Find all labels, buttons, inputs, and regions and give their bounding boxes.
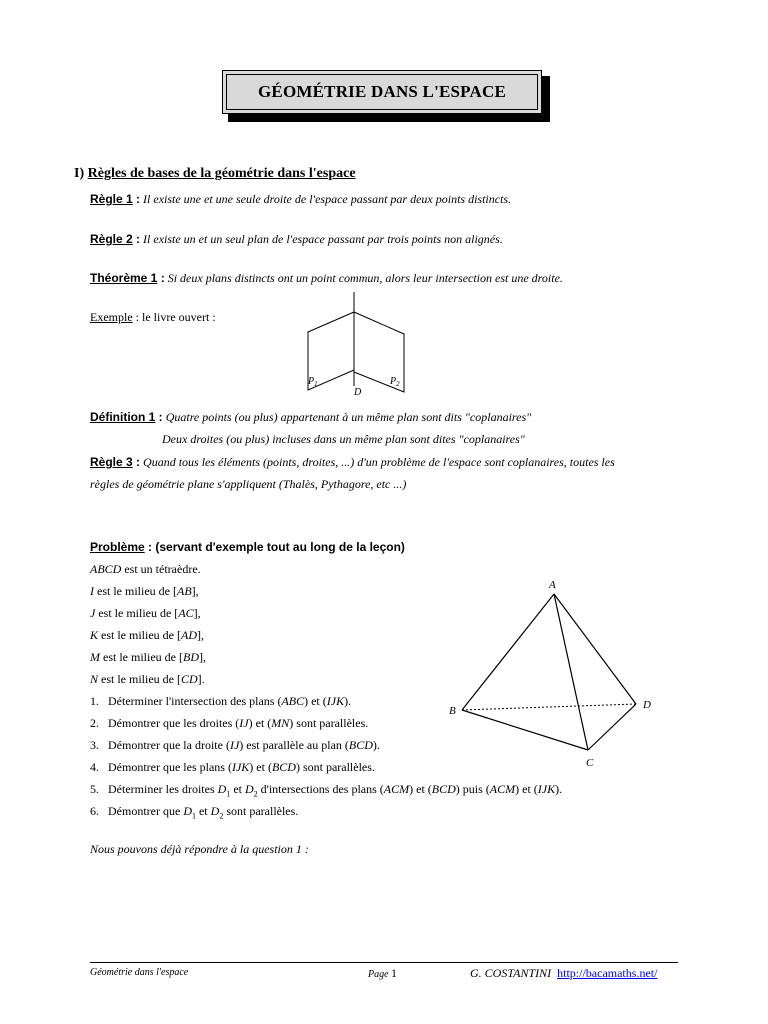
q-math: BCD — [348, 738, 373, 752]
edge-ab — [462, 594, 554, 710]
page-title: GÉOMÉTRIE DANS L'ESPACE — [226, 74, 538, 110]
exemple — [90, 310, 216, 325]
question-number: 1. — [90, 694, 99, 708]
regle-2-text: Il existe un et un seul plan de l'espace passant par trois points non alignés. — [143, 232, 503, 246]
regle-3-label: Règle 3 — [90, 455, 133, 469]
q-text: ) et ( — [304, 694, 327, 708]
definition-1 — [90, 410, 531, 425]
midpoint-pre: est le milieu de [ — [98, 672, 181, 686]
footer-page-label: Page — [368, 969, 392, 980]
section-heading — [74, 166, 356, 182]
midpoint-post: ], — [191, 584, 199, 598]
definition-1-label: Définition 1 — [90, 410, 156, 424]
regle-3-line1: Quand tous les éléments (points, droites, ...) d'un problème de l'espace sont coplanaires, toutes les — [143, 455, 615, 469]
q-sub: 1 — [226, 789, 231, 799]
question-number: 2. — [90, 716, 99, 730]
regle-3-sep: : — [132, 455, 141, 469]
footer-url-link[interactable]: http://bacamaths.net/ — [557, 966, 658, 980]
midpoint-pt: M — [90, 650, 100, 664]
q-text: Déterminer les droites — [108, 782, 218, 796]
midpoint-post: ]. — [197, 672, 205, 686]
theoreme-1-sep: : — [157, 271, 165, 285]
q-text: sont parallèles. — [223, 804, 299, 818]
q-math: ACM — [489, 782, 516, 796]
q-math: IJK — [537, 782, 556, 796]
q-text: ) et ( — [515, 782, 538, 796]
question-3 — [90, 738, 380, 753]
tetra-intro-rest: est un tétraèdre. — [121, 562, 201, 576]
regle-1 — [90, 192, 511, 207]
definition-1-sep: : — [155, 410, 163, 424]
probleme-rest: : (servant d'exemple tout au long de la leçon) — [144, 540, 405, 554]
midpoint-seg: AD — [181, 628, 197, 642]
vertex-d-label: D — [643, 699, 651, 711]
midpoint-pt: K — [90, 628, 99, 642]
q-text: ) sont parallèles. — [289, 716, 369, 730]
q-text: ). — [344, 694, 352, 708]
edge-bd-hidden — [462, 704, 636, 710]
midpoint-line — [90, 606, 201, 621]
midpoint-seg: CD — [181, 672, 198, 686]
q-text: et — [195, 804, 211, 818]
midpoint-line — [90, 650, 206, 665]
label-p2: $P_2$ — [390, 376, 400, 388]
q-text: Démontrer que la droite ( — [108, 738, 230, 752]
q-text: ) est parallèle au plan ( — [239, 738, 349, 752]
midpoint-line — [90, 628, 204, 643]
question-5 — [90, 782, 562, 798]
q-sub: 1 — [191, 811, 196, 821]
q-math: D — [210, 804, 220, 818]
q-text: et — [230, 782, 245, 796]
q-text: ). — [372, 738, 380, 752]
q-math: IJ — [239, 716, 249, 730]
q-text: ) sont parallèles. — [295, 760, 375, 774]
definition-1-line1: Quatre points (ou plus) appartenant à un même plan sont dits "coplanaires" — [165, 410, 532, 424]
midpoint-pt: J — [90, 606, 96, 620]
midpoint-pt: N — [90, 672, 99, 686]
q-math: BCD — [431, 782, 456, 796]
question-4 — [90, 760, 375, 775]
open-book-figure — [300, 290, 412, 402]
question-number: 3. — [90, 738, 99, 752]
question-1 — [90, 694, 351, 709]
q-sub: 2 — [219, 811, 224, 821]
footer-author — [470, 966, 657, 981]
title-box — [222, 70, 542, 114]
q-text: ) et ( — [248, 716, 272, 730]
tetra-name: ABCD — [90, 562, 122, 576]
q-math: ACM — [383, 782, 410, 796]
question-2 — [90, 716, 368, 731]
question-6 — [90, 804, 298, 820]
q-math: D — [217, 782, 227, 796]
midpoint-seg: BD — [182, 650, 199, 664]
section-title: Règles de bases de la géométrie dans l'espace — [87, 166, 356, 181]
midpoint-pre: est le milieu de [ — [100, 650, 183, 664]
q-math: IJK — [326, 694, 345, 708]
theoreme-1-label: Théorème 1 — [90, 271, 158, 285]
q-sub: 2 — [253, 789, 258, 799]
q-math: D — [244, 782, 254, 796]
vertex-b-label: B — [449, 705, 456, 717]
midpoint-line — [90, 584, 199, 599]
tetrahedron-figure — [440, 572, 670, 772]
q-math: ABC — [281, 694, 305, 708]
q-text: Démontrer que les plans ( — [108, 760, 232, 774]
footer-author-name: G. COSTANTINI — [470, 966, 552, 980]
footer-page-number: 1 — [391, 966, 398, 980]
label-d: D — [354, 387, 362, 398]
regle-1-text: Il existe une et une seule droite de l'espace passant par deux points distincts. — [143, 192, 512, 206]
regle-2-sep: : — [132, 232, 141, 246]
q-text: Démontrer que — [108, 804, 184, 818]
regle-2 — [90, 232, 503, 247]
book-left-page — [308, 312, 354, 390]
footer-page — [368, 966, 397, 981]
q-text: d'intersections des plans ( — [257, 782, 384, 796]
regle-1-label: Règle 1 — [90, 192, 133, 206]
tetra-intro — [90, 562, 201, 577]
q-text: ). — [555, 782, 563, 796]
q-text: ) puis ( — [455, 782, 490, 796]
midpoint-seg: AB — [176, 584, 192, 598]
definition-1-line2: Deux droites (ou plus) incluses dans un même plan sont dites "coplanaires" — [162, 432, 525, 446]
probleme-label: Problème — [90, 540, 145, 554]
q-text: ) et ( — [249, 760, 272, 774]
q-math: D — [183, 804, 192, 818]
theoreme-1 — [90, 271, 563, 286]
edge-cd — [588, 704, 636, 750]
midpoint-seg: AC — [178, 606, 194, 620]
footer-doc-title: Géométrie dans l'espace — [90, 967, 189, 978]
q-text: Déterminer l'intersection des plans ( — [108, 694, 282, 708]
midpoint-pre: est le milieu de [ — [98, 628, 181, 642]
midpoint-pre: est le milieu de [ — [95, 606, 179, 620]
midpoint-post: ], — [198, 650, 206, 664]
q-math: BCD — [271, 760, 296, 774]
exemple-label: Exemple — [90, 310, 133, 324]
question-number: 5. — [90, 782, 99, 796]
question-number: 4. — [90, 760, 99, 774]
label-p1: $P_1$ — [308, 376, 318, 388]
vertex-c-label: C — [586, 757, 594, 769]
regle-3-line2: règles de géométrie plane s'appliquent (Thalès, Pythagore, etc ...) — [90, 477, 407, 491]
q-math: MN — [271, 716, 290, 730]
midpoint-post: ], — [197, 628, 204, 642]
edge-bc — [462, 710, 588, 750]
q-math: IJK — [231, 760, 250, 774]
q-text: ) et ( — [409, 782, 432, 796]
regle-2-label: Règle 2 — [90, 232, 133, 246]
midpoint-pre: est le milieu de [ — [94, 584, 177, 598]
midpoint-line — [90, 672, 205, 687]
regle-1-sep: : — [132, 192, 141, 206]
midpoint-post: ], — [193, 606, 201, 620]
theoreme-1-text: Si deux plans distincts ont un point commun, alors leur intersection est une droite. — [167, 271, 563, 285]
section-number: I) — [74, 166, 85, 181]
regle-3 — [90, 455, 615, 470]
vertex-a-label: A — [549, 579, 556, 591]
footer-rule — [90, 962, 678, 963]
probleme-heading — [90, 540, 405, 555]
q-math: IJ — [229, 738, 240, 752]
q-text: Démontrer que les droites ( — [108, 716, 240, 730]
question-number: 6. — [90, 804, 99, 818]
exemple-text: : le livre ouvert : — [132, 310, 216, 324]
closing-text: Nous pouvons déjà répondre à la question 1 : — [90, 842, 309, 856]
midpoint-pt: I — [90, 584, 94, 598]
